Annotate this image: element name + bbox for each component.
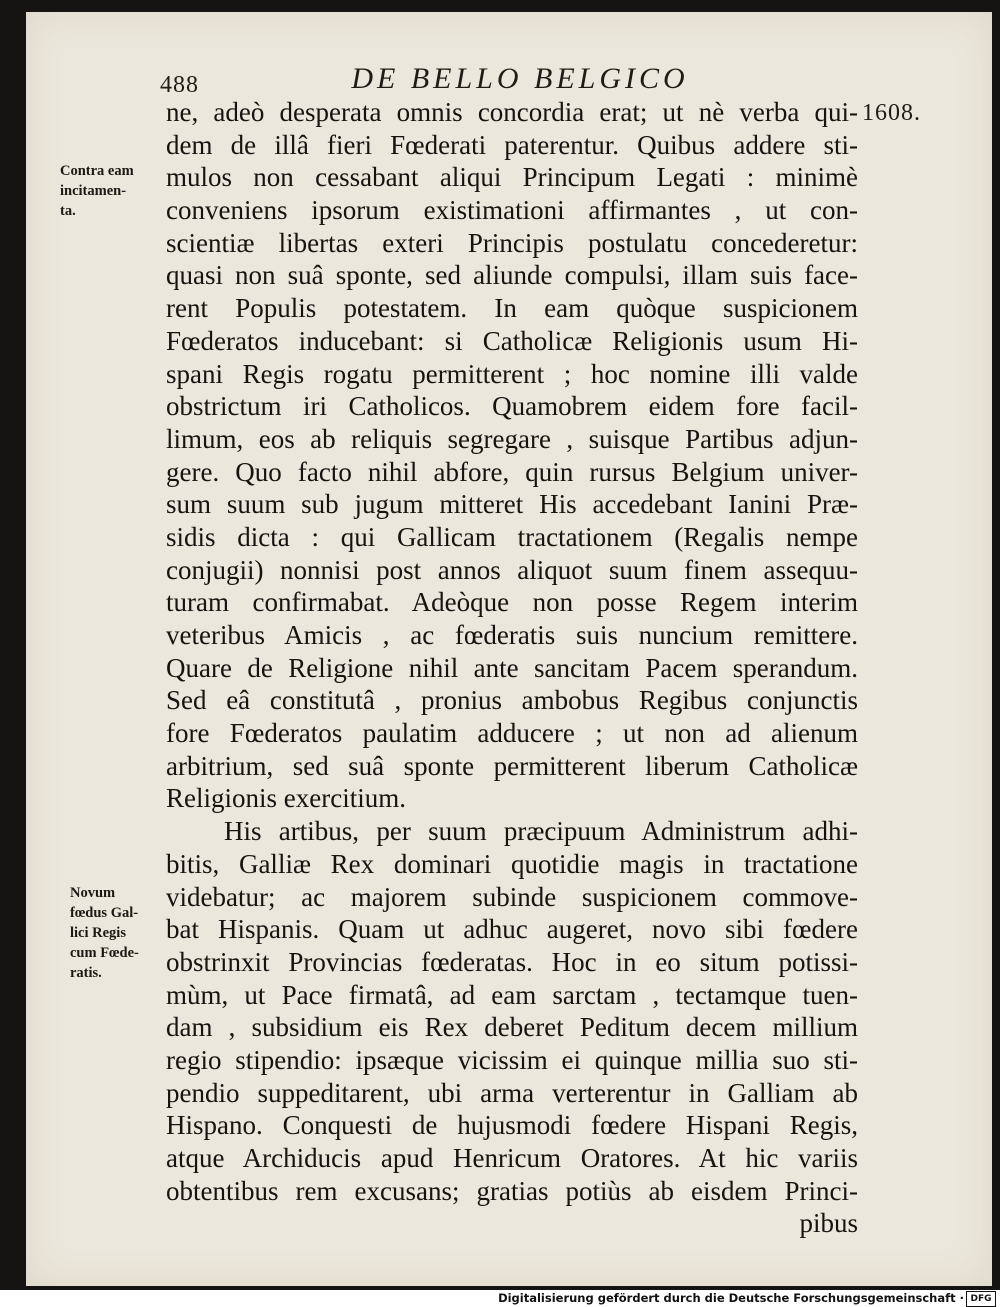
text-line: sum suum sub jugum mitteret His accedebant Ianini Præ- bbox=[166, 489, 858, 520]
text-line: fore Fœderatos paulatim adducere ; ut non ad alienum bbox=[166, 718, 858, 749]
text-line: mulos non cessabant aliqui Principum Legati : minimè bbox=[166, 162, 858, 193]
margin-note-line: fœdus Gal- bbox=[70, 905, 139, 921]
text-line: His artibus, per suum præcipuum Administrum adhi- bbox=[224, 816, 858, 847]
text-line: obtentibus rem excusans; gratias potiùs ab eisdem Princi- bbox=[166, 1175, 858, 1206]
funding-credit: Digitalisierung gefördert durch die Deutsche Forschungsgemeinschaft · bbox=[498, 1291, 964, 1305]
text-line: obstrinxit Provincias fœderatas. Hoc in eo situm potissi- bbox=[166, 946, 858, 977]
text-line: videbatur; ac majorem subinde suspicionem commove- bbox=[166, 881, 858, 912]
body-text bbox=[166, 96, 858, 1240]
margin-note-line: Novum bbox=[70, 885, 116, 901]
text-line: conjugii) nonnisi post annos aliquot suum finem assequu- bbox=[166, 554, 858, 585]
text-line: veteribus Amicis , ac fœderatis suis nuncium remittere. bbox=[166, 620, 858, 650]
dfg-logo-icon: DFG bbox=[966, 1291, 996, 1307]
margin-note-line: incitamen- bbox=[60, 183, 127, 199]
text-line: rent Populis potestatem. In eam quòque suspicionem bbox=[166, 293, 858, 324]
text-line: pendio suppeditarent, ubi arma verterentur in Galliam ab bbox=[166, 1077, 858, 1108]
margin-note-contra-eam bbox=[60, 162, 134, 222]
text-line: ne, adeò desperata omnis concordia erat; ut nè verba qui- bbox=[166, 97, 858, 127]
text-line: turam confirmabat. Adeòque non posse Regem interim bbox=[166, 587, 858, 618]
text-line: Quare de Religione nihil ante sancitam Pacem sperandum. bbox=[166, 652, 858, 683]
text-line: scientiæ libertas exteri Principis postulatu concederetur: bbox=[166, 227, 858, 258]
margin-note-line: cum Fœde- bbox=[70, 945, 139, 961]
text-line: limum, eos ab reliquis segregare , suisque Partibus adjun- bbox=[166, 423, 858, 454]
text-line: quasi non suâ sponte, sed aliunde compulsi, illam suis face- bbox=[166, 260, 858, 291]
running-title: DE BELLO BELGICO bbox=[351, 62, 689, 95]
text-line: conveniens ipsorum existimationi affirmantes , ut con- bbox=[166, 195, 858, 226]
text-line: dem de illâ fieri Fœderati paterentur. Quibus addere sti- bbox=[166, 129, 858, 160]
text-line: Hispano. Conquesti de hujusmodi fœdere Hispani Regis, bbox=[166, 1110, 858, 1141]
text-line: mùm, ut Pace firmatâ, ad eam sarctam , tectamque tuen- bbox=[166, 979, 858, 1010]
text-line: Religionis exercitium. bbox=[166, 783, 406, 814]
text-line: bitis, Galliæ Rex dominari quotidie magis in tractatione bbox=[166, 848, 858, 879]
text-line: Sed eâ constitutâ , pronius ambobus Regibus conjunctis bbox=[166, 685, 858, 716]
margin-note-line: lici Regis bbox=[70, 925, 126, 941]
margin-note-novum-foedus bbox=[70, 884, 139, 984]
margin-note-line: Contra eam bbox=[60, 163, 134, 179]
text-line: dam , subsidium eis Rex deberet Peditum decem millium bbox=[166, 1012, 858, 1043]
margin-note-line: ratis. bbox=[70, 965, 102, 981]
text-line: atque Archiducis apud Henricum Oratores. At hic variis bbox=[166, 1143, 858, 1173]
page-number: 488 bbox=[160, 72, 199, 98]
text-line: obstrictum iri Catholicos. Quamobrem eidem fore facil- bbox=[166, 391, 858, 422]
text-line: regio stipendio: ipsæque vicissim ei quinque millia suo sti- bbox=[166, 1044, 858, 1075]
text-line: bat Hispanis. Quam ut adhuc augeret, novo sibi fœdere bbox=[166, 914, 858, 945]
year-marker: 1608. bbox=[862, 100, 921, 126]
text-line: arbitrium, sed suâ sponte permitterent liberum Catholicæ bbox=[166, 750, 858, 781]
margin-note-line: ta. bbox=[60, 203, 76, 219]
catchword: pibus bbox=[799, 1208, 858, 1239]
footer-bar bbox=[0, 1290, 1000, 1307]
text-line: sidis dicta : qui Gallicam tractationem (Regalis nempe bbox=[166, 521, 858, 552]
text-line: Fœderatos inducebant: si Catholicæ Religionis usum Hi- bbox=[166, 325, 858, 356]
text-line: gere. Quo facto nihil abfore, quin rursus Belgium univer- bbox=[166, 456, 858, 487]
text-line: spani Regis rogatu permitterent ; hoc nomine illi valde bbox=[166, 358, 858, 389]
